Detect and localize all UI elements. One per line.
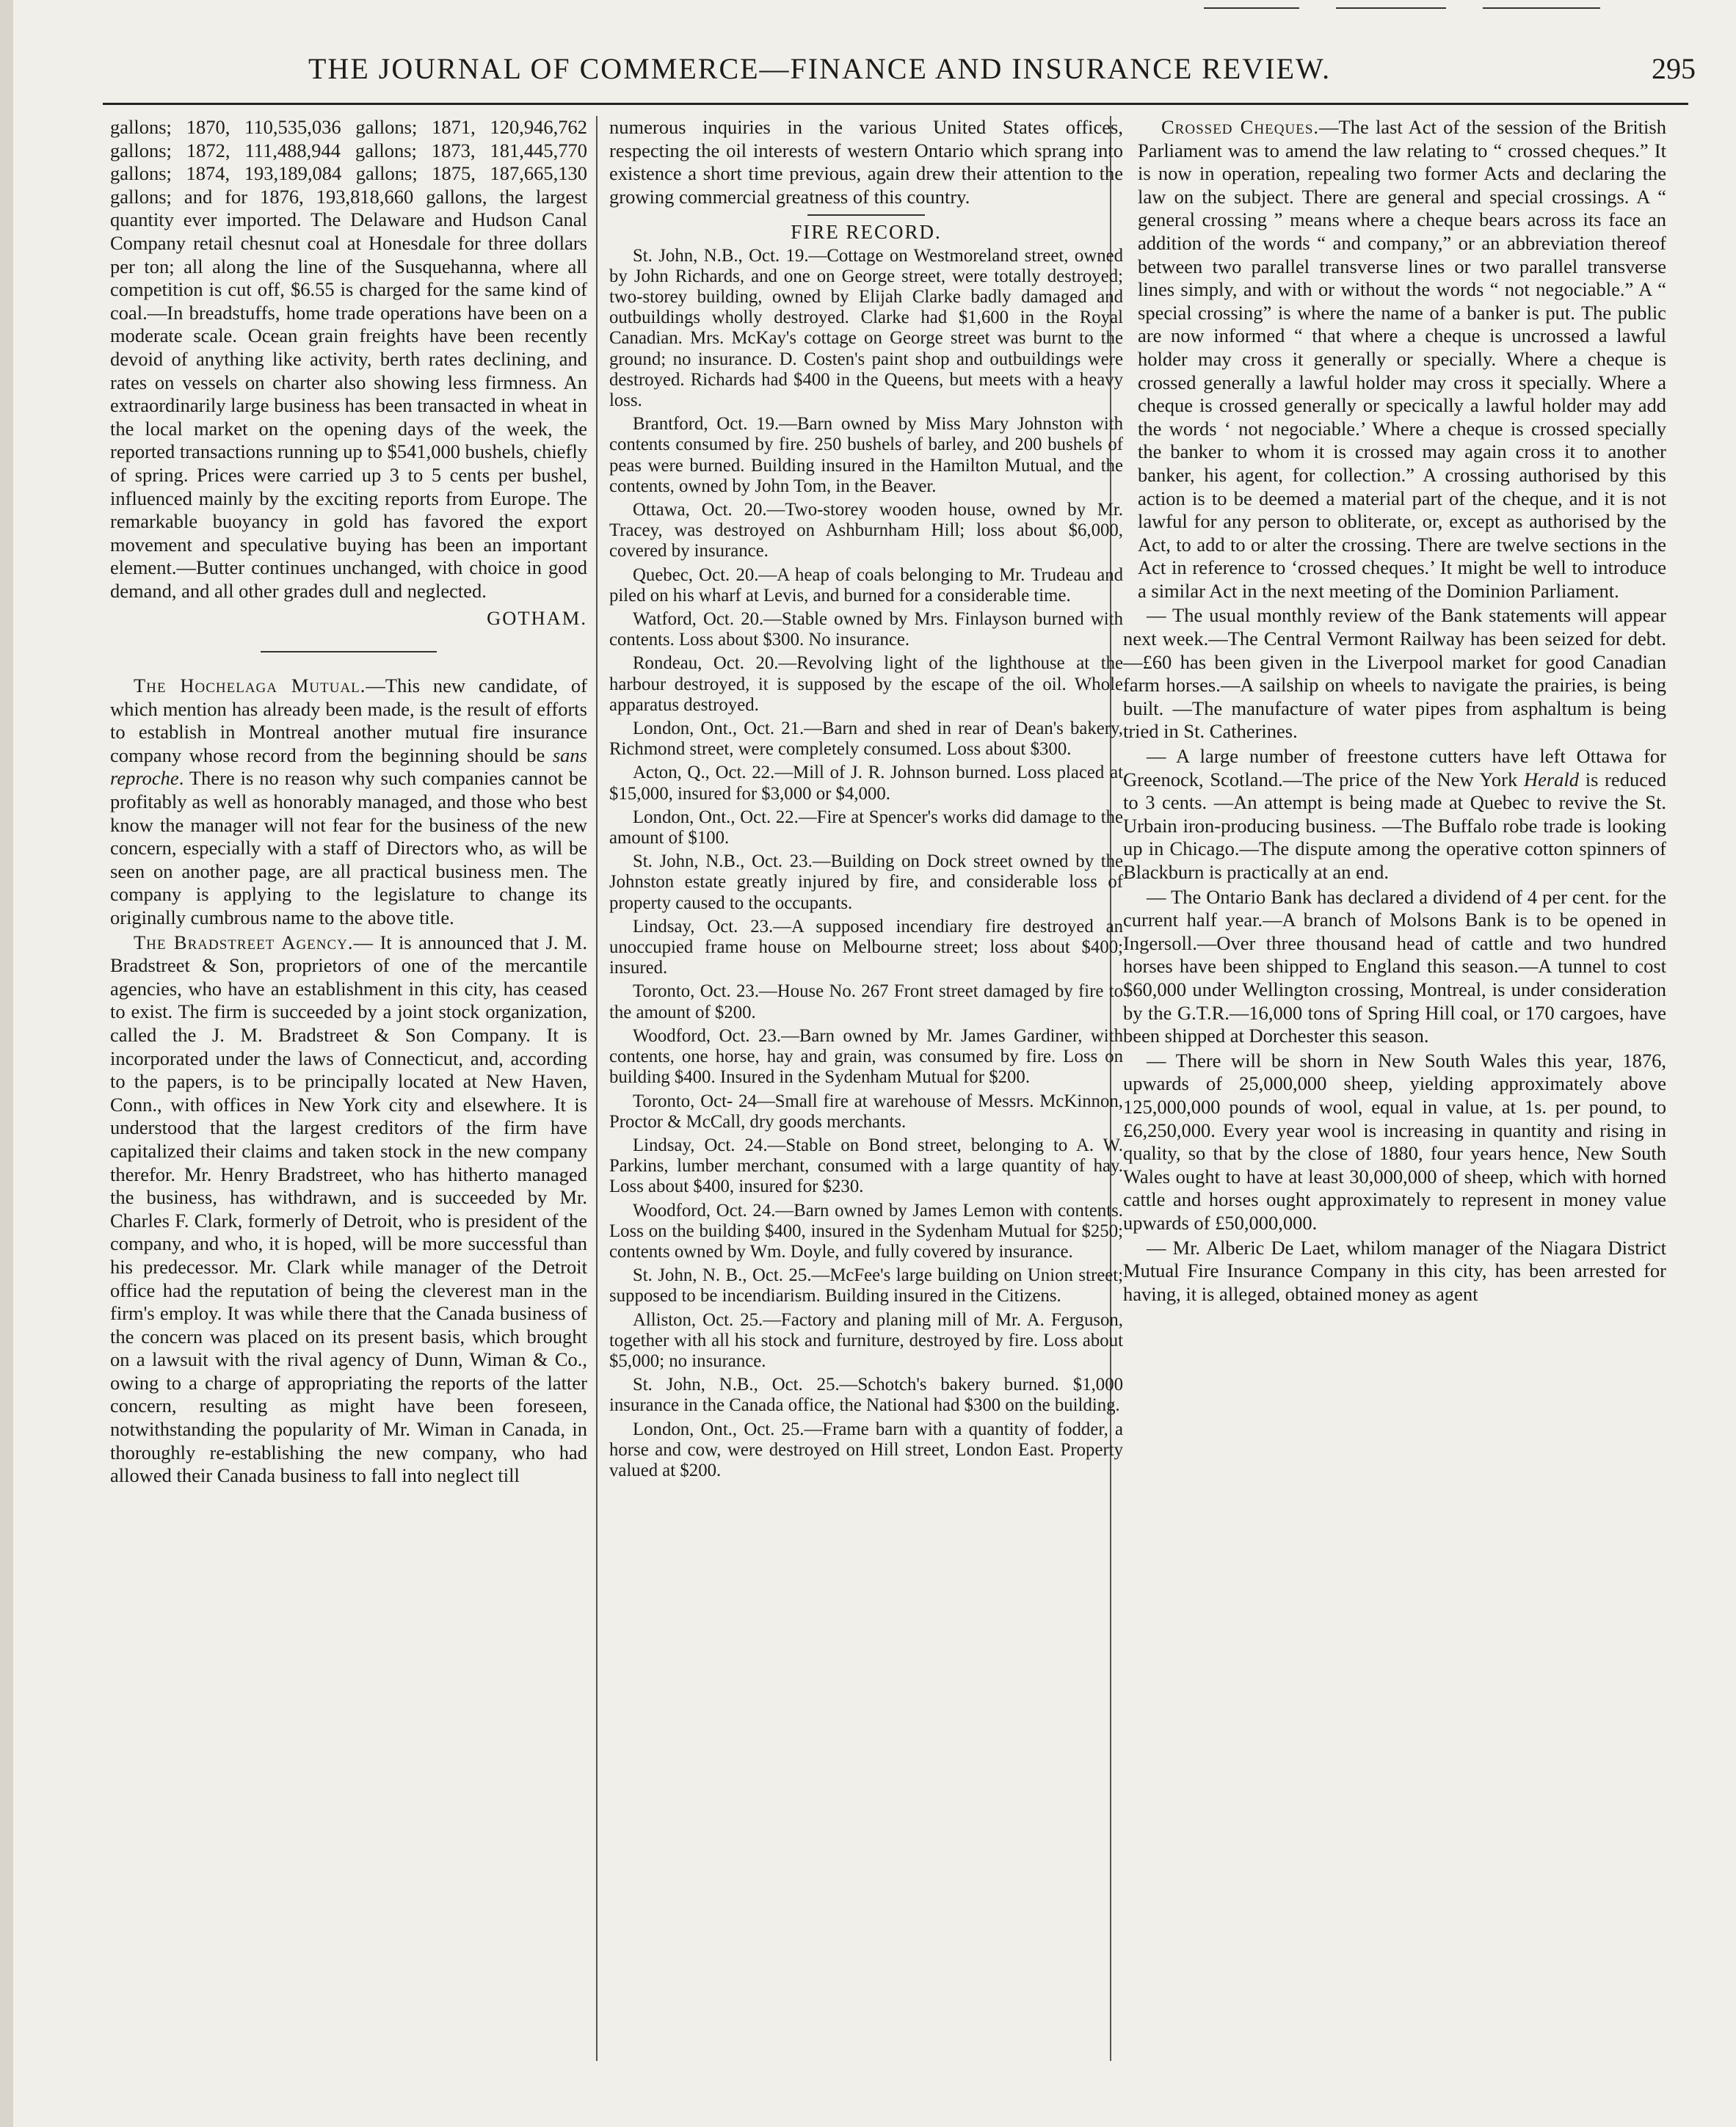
article-body: — It is announced that J. M. Bradstreet & Son, proprietors of one of the mercantile agencies, who have an establishment in this city, has ceased to exist. The firm is succeeded by a joint stock organization, called the J. M. Bradstreet & Son Company. It is incorporated under the laws of Connecticut, and, according to the papers, is to be principally located at New Haven, Conn., with offices in New York city and elsewhere. It is understood that the largest creditors of the firm have capitalized their claims and taken stock in the new company therefor. Mr. Henry Bradstreet, who has hitherto managed the business, has withdrawn, and is succeeded by Mr. Charles F. Clark, formerly of Detroit, who is president of the company, and who, it is hoped, will be more successful than his predecessor. Mr. Clark while manager of the Detroit office had the reputation of being the cleverest man in the firm's employ. It was while there that the Canada business of the concern was placed on its present basis, which brought on a lawsuit with the rival agency of Dunn, Wiman & Co., owing to a charge of appropriating the reports of the latter concern, resulting as might have been foreseen, notwithstanding the popularity of Mr. Wiman in Canada, in thoroughly re-establishing the new company, who had allowed their Canada business to fall into neglect till bbox=[110, 931, 587, 1487]
article-heading: The Bradstreet Agency. bbox=[134, 931, 354, 953]
article-italic: sans reproche bbox=[110, 743, 587, 790]
top-rules bbox=[1204, 7, 1644, 12]
fire-record-entry: Ottawa, Oct. 20.—Two-storey wooden house, owned by Mr. Tracey, was destroyed on Ashburnham Hill; loss about $6,000, covered by insurance. bbox=[609, 500, 1123, 561]
fire-record-entry: London, Ont., Oct. 21.—Barn and shed in rear of Dean's bakery, Richmond street, were completely consumed. Loss about $300. bbox=[609, 719, 1123, 760]
paragraph-text: — A large number of freestone cutters have left Ottawa for Greenock, Scotland.—The price of the New York bbox=[1123, 745, 1666, 790]
fire-record-entry: St. John, N.B., Oct. 25.—Schotch's bakery burned. $1,000 insurance in the Canada office, the National had $300 on the building. bbox=[609, 1375, 1123, 1416]
paragraph-text: is reduced to 3 cents. —An attempt is being made at Quebec to revive the St. Urbain iron-producing business. —The Buffalo robe trade is looking up in Chicago.—The dispute among the operative cotton spinners of Blackburn is practically at an end. bbox=[1123, 768, 1666, 883]
fire-record-entry: Brantford, Oct. 19.—Barn owned by Miss Mary Johnston with contents consumed by fire. 250 bushels of barley, and 200 bushels of peas were burned. Building insured in the Hamilton Mutual, and the contents, owned by John Tom, in the Beaver. bbox=[609, 414, 1123, 496]
news-paragraph: — There will be shorn in New South Wales this year, 1876, upwards of 25,000,000 sheep, yielding approximately above 125,000,000 pounds of wool, equal in value, at 1s. per pound, to £6,250,000. Every year wool is increasing in quantity and rising in quality, so that by the close of 1880, four years hence, New South Wales ought to have at least 30,000,000 of sheep, which with horned cattle and horses ought approximately to represent in money value upwards of £50,000,000. bbox=[1123, 1049, 1666, 1234]
column-divider-1 bbox=[596, 116, 598, 2061]
column-2 bbox=[609, 116, 1123, 2068]
fire-record-entry: Woodford, Oct. 23.—Barn owned by Mr. James Gardiner, with contents, one horse, hay and grain, was consumed by fire. Loss on building $400. Insured in the Sydenham Mutual for $200. bbox=[609, 1025, 1123, 1088]
fire-record-entry: Watford, Oct. 20.—Stable owned by Mrs. Finlayson burned with contents. Loss about $300. No insurance. bbox=[609, 609, 1123, 650]
section-rule bbox=[807, 214, 925, 216]
fire-record-entry: St. John, N.B., Oct. 23.—Building on Dock street owned by the Johnston estate greatly injured by fire, and considerable loss of property caused to the occupants. bbox=[609, 851, 1123, 913]
market-report: gallons; 1870, 110,535,036 gallons; 1871, 120,946,762 gallons; 1872, 111,488,944 gallons; 1873, 181,445,770 gallons; 1874, 193,189,084 gallons; 1875, 187,665,130 gallons; and for 1876, 193,818,660 gallons, the largest quantity ever imported. The Delaware and Hudson Canal Company retail chesnut coal at Honesdale for three dollars per ton; all along the line of the Susquehanna, where all competition is cut off, $6.55 is charged for the same kind of coal.—In breadstuffs, home trade operations have been on a moderate scale. Ocean grain freights have been recently devoid of anything like activity, berth rates declining, and rates on vessels on charter also showing less firmness. An extraordinarily large business has been transacted in wheat in the local market on the opening days of the week, the reported transactions running up to $541,000 bushels, chiefly of spring. Prices were carried up 3 to 5 cents per bushel, influenced mainly by the exciting reports from Europe. The remarkable buoyancy in gold has favored the export movement and speculative buying has been an important element.—Butter continues unchanged, with choice in good demand, and all other grades dull and neglected. bbox=[110, 116, 587, 602]
article-bradstreet-agency bbox=[110, 931, 587, 1488]
fire-record-entry: Quebec, Oct. 20.—A heap of coals belonging to Mr. Trudeau and piled on his wharf at Levis, and burned for a considerable time. bbox=[609, 564, 1123, 606]
fire-record-entry: Toronto, Oct. 23.—House No. 267 Front street damaged by fire to the amount of $200. bbox=[609, 981, 1123, 1022]
fire-record-entry: Alliston, Oct. 25.—Factory and planing mill of Mr. A. Ferguson, together with all his stock and furniture, destroyed by fire. Loss about $5,000; no insurance. bbox=[609, 1309, 1123, 1371]
news-paragraph bbox=[1123, 745, 1666, 884]
section-rule bbox=[261, 651, 437, 652]
section-heading-fire-record: FIRE RECORD. bbox=[791, 221, 942, 244]
column-1 bbox=[110, 116, 587, 2068]
page-header bbox=[81, 51, 1696, 95]
fire-record-entry: Rondeau, Oct. 20.—Revolving light of the lighthouse at the harbour destroyed, it is supposed by the escape of the oil. Whole apparatus destroyed. bbox=[609, 653, 1123, 715]
article-body: . There is no reason why such companies cannot be profitably as well as honorably managed, and those who best know the manager will not fear for the business of the new concern, especially with a staff of Directors who, as will be seen on another page, are all practical business men. The company is applying to the legislature to change its originally cumbrous name to the above title. bbox=[110, 767, 587, 928]
news-paragraph: — The Ontario Bank has declared a dividend of 4 per cent. for the current half year.—A branch of Molsons Bank is to be opened in Ingersoll.—Over three thousand head of cattle and two hundred horses have been shipped to England this season.—A tunnel to cost $60,000 under Wellington crossing, Montreal, is under consideration by the G.T.R.—16,000 tons of Spring Hill coal, or 170 cargoes, have been shipped at Dorchester this season. bbox=[1123, 885, 1666, 1047]
article-hochelaga-mutual bbox=[110, 675, 587, 930]
continued-paragraph: numerous inquiries in the various United States offices, respecting the oil interests of western Ontario which sprang into existence a short time previous, again drew their attention to the growing commercial greatness of this country. bbox=[609, 116, 1123, 208]
fire-record-entry: Lindsay, Oct. 24.—Stable on Bond street, belonging to A. W. Parkins, lumber merchant, consumed with a large quantity of hay. Loss about $400, insured for $230. bbox=[609, 1135, 1123, 1197]
fire-record-entry: Toronto, Oct- 24—Small fire at warehouse of Messrs. McKinnon, Proctor & McCall, dry goods merchants. bbox=[609, 1091, 1123, 1132]
fire-record-entry: St. John, N. B., Oct. 25.—McFee's large building on Union street; supposed to be incendiarism. Building insured in the Citizens. bbox=[609, 1265, 1123, 1306]
news-paragraph: — The usual monthly review of the Bank statements will appear next week.—The Central Vermont Railway has been seized for debt.—£60 has been given in the Liverpool market for good Canadian farm horses.—A sailship on wheels to navigate the prairies, is being built. —The manufacture of water pipes from asphaltum is being tried in St. Catherines. bbox=[1123, 604, 1666, 743]
article-body: —This new candidate, of which mention has already been made, is the result of efforts to establish in Montreal another mutual fire insurance company whose record from the beginning should be bbox=[110, 675, 587, 766]
page-number: 295 bbox=[1652, 52, 1696, 85]
fire-record-entry: London, Ont., Oct. 22.—Fire at Spencer's works did damage to the amount of $100. bbox=[609, 807, 1123, 848]
column-3 bbox=[1123, 116, 1666, 2068]
fire-record-entry: London, Ont., Oct. 25.—Frame barn with a quantity of fodder, a horse and cow, were destroyed on Hill street, London East. Property valued at $200. bbox=[609, 1419, 1123, 1480]
article-body: —The last Act of the session of the British Parliament was to amend the law relating to “ crossed cheques.” It is now in operation, repealing two former Acts and declaring the law on the subject. There are general and special crossings. A “ general crossing ” means where a cheque bears across its face an addition of the words “ and company,” or an abbreviation thereof between two parallel transverse lines or two parallel transverse lines simply, and with or without the words “ not negociable.” A “ special crossing” is where the name of a banker is put. The public are now informed “ that where a cheque is uncrossed a lawful holder may cross it generally or specially. Where a cheque is crossed generally a lawful holder may cross it specially. Where a cheque is crossed generally or specically a lawful holder may add the words ‘ not negociable.’ Where a cheque is crossed specially the banker to whom it is crossed may again cross it to another banker, his agent, for collection.” A crossing authorised by this action is to be deemed a material part of the cheque, and it is not lawful for any person to obliterate, or, except as authorised by the Act, to add to or alter the crossing. There are twelve sections in the Act in reference to ‘crossed cheques.’ It might be well to introduce a similar Act in the next meeting of the Dominion Parliament. bbox=[1138, 116, 1666, 602]
signature: GOTHAM. bbox=[487, 607, 587, 630]
article-heading: The Hochelaga Mutual. bbox=[134, 675, 366, 697]
article-crossed-cheques bbox=[1123, 116, 1666, 603]
fire-record-entry: Lindsay, Oct. 23.—A supposed incendiary fire destroyed an unoccupied frame house on Melbourne street; loss about $400; insured. bbox=[609, 916, 1123, 978]
fire-record-entry: St. John, N.B., Oct. 19.—Cottage on Westmoreland street, owned by John Richards, and one on George street, were totally destroyed; two-storey building, owned by Elijah Clarke badly damaged and outbuildings wholly destroyed. Clarke had $1,600 in the Royal Canadian. Mrs. McKay's cottage on George street was burnt to the ground; no insurance. D. Costen's paint shop and outbuildings were destroyed. Richards had $400 in the Queens, but meets with a heavy loss. bbox=[609, 245, 1123, 410]
page-edge bbox=[0, 0, 13, 2127]
running-title: THE JOURNAL OF COMMERCE—FINANCE AND INSURANCE REVIEW. bbox=[308, 52, 1332, 85]
news-paragraph: — Mr. Alberic De Laet, whilom manager of the Niagara District Mutual Fire Insurance Company in this city, has been arrested for having, it is alleged, obtained money as agent bbox=[1123, 1236, 1666, 1305]
article-heading: Crossed Cheques. bbox=[1161, 116, 1320, 138]
fire-record-entry: Woodford, Oct. 24.—Barn owned by James Lemon with contents. Loss on the building $400, insured in the Sydenham Mutual for $250; contents owned by Wm. Doyle, and fully covered by insurance. bbox=[609, 1200, 1123, 1262]
fire-record-entry: Acton, Q., Oct. 22.—Mill of J. R. Johnson burned. Loss placed at $15,000, insured for $3,000 or $4,000. bbox=[609, 763, 1123, 804]
header-rule bbox=[103, 103, 1688, 105]
paragraph-italic: Herald bbox=[1523, 768, 1580, 790]
